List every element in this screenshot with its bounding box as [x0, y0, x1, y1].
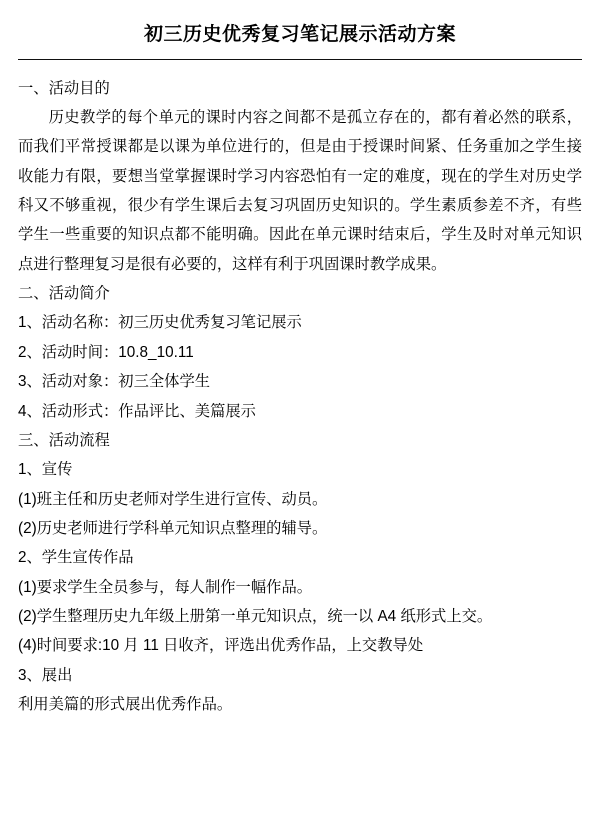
list-item: (1)班主任和历史老师对学生进行宣传、动员。 — [18, 490, 328, 508]
list-item: 2、学生宣传作品 — [18, 549, 134, 567]
paragraph-purpose: 历史教学的每个单元的课时内容之间都不是孤立存在的，都有着必然的联系，而我们平常授课都是以课为单位进行的，但是由于授课时间紧、任务重加之学生接收能力有限，要想当堂掌握课时学习内容恐怕有一定的难度，现在的学生对历史学科又不够重视，很少有学生课后去复习巩固历史知识的。学生素质参差不齐，有些学生一些重要的知识点都不能明确。因此在单元课时结束后，学生及时对单元知识点进行整理复习是很有必要的，这样有利于巩固课时教学成果。 — [18, 108, 582, 273]
list-item: 3、展出 — [18, 666, 73, 684]
list-item: 1、宣传 — [18, 461, 73, 479]
list-item: 1、活动名称：初三历史优秀复习笔记展示 — [18, 314, 302, 332]
section-heading-purpose: 一、活动目的 — [18, 79, 110, 97]
title-divider — [18, 59, 582, 60]
list-item: (4)时间要求:10 月 11 日收齐，评选出优秀作品，上交教导处 — [18, 637, 424, 655]
document-body — [18, 74, 582, 720]
page-title: 初三历史优秀复习笔记展示活动方案 — [143, 24, 456, 45]
list-item: 4、活动形式：作品评比、美篇展示 — [18, 402, 256, 420]
list-item: 利用美篇的形式展出优秀作品。 — [18, 696, 233, 714]
list-item: 3、活动对象：初三全体学生 — [18, 373, 211, 391]
section-heading-process: 三、活动流程 — [18, 431, 110, 449]
list-item: (2)历史老师进行学科单元知识点整理的辅导。 — [18, 519, 328, 537]
list-item: (2)学生整理历史九年级上册第一单元知识点，统一以 A4 纸形式上交。 — [18, 608, 493, 626]
list-item: 2、活动时间：10.8_10.11 — [18, 343, 194, 361]
section-heading-intro: 二、活动简介 — [18, 285, 110, 303]
list-item: (1)要求学生全员参与，每人制作一幅作品。 — [18, 578, 313, 596]
